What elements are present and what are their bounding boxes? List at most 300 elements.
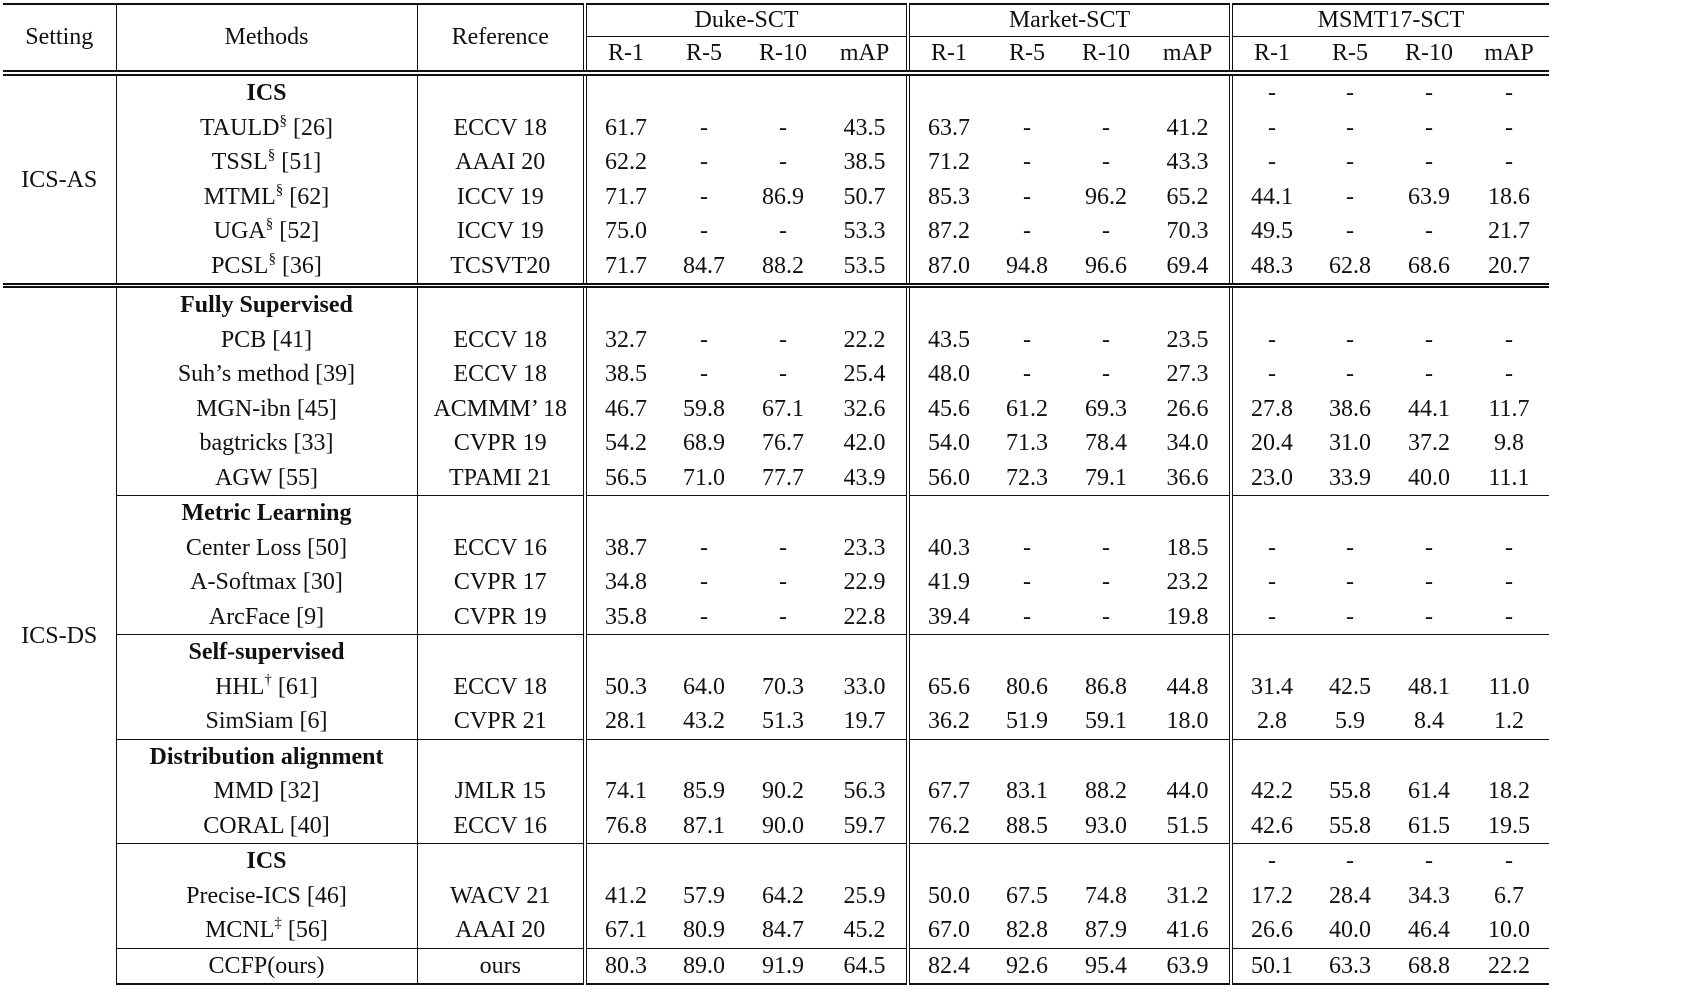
- header-metric-market-r-10: R-10: [1066, 37, 1146, 74]
- value-cell: -: [1023, 326, 1031, 353]
- value-cell: 43.5: [823, 111, 908, 146]
- group-title-cell: [665, 635, 743, 670]
- value-cell: 96.2: [1085, 183, 1127, 210]
- value-cell: 68.9: [683, 430, 725, 457]
- value-cell: 44.1: [1408, 395, 1450, 422]
- value-cell: 19.8: [1146, 600, 1231, 635]
- method-mark: §: [279, 112, 287, 129]
- value-cell: 77.7: [762, 464, 804, 491]
- value-cell: 75.0: [605, 218, 647, 245]
- group-title-cell: [1389, 635, 1469, 670]
- reference-cell: ECCV 18: [417, 111, 585, 146]
- header-metric-msmt-map: mAP: [1469, 37, 1549, 74]
- group-title-cell: -: [1425, 80, 1433, 107]
- value-cell: -: [1505, 114, 1513, 141]
- group-title-cell: [823, 496, 908, 531]
- value-cell: -: [700, 218, 708, 245]
- value-cell: 82.8: [1006, 917, 1048, 944]
- value-cell: 79.1: [1085, 464, 1127, 491]
- value-cell: 80.9: [683, 917, 725, 944]
- value-cell: 42.6: [1251, 812, 1293, 839]
- group-title-ref-empty: [417, 496, 585, 531]
- value-cell: -: [1346, 361, 1354, 388]
- value-cell: -: [1023, 114, 1031, 141]
- value-cell: 22.2: [823, 323, 908, 358]
- group-title: Self-supervised: [116, 635, 417, 670]
- value-cell: -: [779, 114, 787, 141]
- reference-cell: ECCV 16: [417, 531, 585, 566]
- table-row: [3, 249, 1549, 286]
- group-title-ref-empty: [417, 73, 585, 111]
- value-cell: 90.0: [762, 812, 804, 839]
- value-cell: 40.3: [928, 534, 970, 561]
- value-cell: 65.6: [928, 673, 970, 700]
- value-cell: 84.7: [683, 252, 725, 279]
- table-row: [3, 111, 1549, 146]
- method-mark: †: [264, 671, 272, 688]
- value-cell: 78.4: [1085, 430, 1127, 457]
- value-cell: -: [1023, 361, 1031, 388]
- value-cell: -: [700, 603, 708, 630]
- value-cell: -: [1505, 534, 1513, 561]
- value-cell: 57.9: [683, 882, 725, 909]
- value-cell: 5.9: [1335, 708, 1365, 735]
- value-cell: 92.6: [988, 948, 1066, 984]
- group-title-cell: -: [1311, 844, 1389, 879]
- value-cell: 59.7: [823, 809, 908, 844]
- value-cell: 38.6: [1329, 395, 1371, 422]
- value-cell: 87.0: [928, 252, 970, 279]
- value-cell: 31.2: [1146, 879, 1231, 914]
- group-title-cell: [743, 635, 823, 670]
- group-title-cell: [1469, 739, 1549, 774]
- value-cell: 55.8: [1329, 812, 1371, 839]
- method-name: MMD: [213, 778, 274, 805]
- value-cell: 2.8: [1257, 708, 1287, 735]
- method-name: bagtricks: [199, 430, 288, 457]
- group-title-cell: [1231, 496, 1311, 531]
- method-name: SimSiam: [205, 708, 294, 735]
- table-row: [3, 214, 1549, 249]
- group-title-cell: [1146, 739, 1231, 774]
- value-cell: -: [1268, 361, 1276, 388]
- group-title-cell: [1311, 635, 1389, 670]
- value-cell: 23.5: [1146, 323, 1231, 358]
- table-row: [3, 948, 1549, 984]
- header-metric-duke-r-1: R-1: [585, 37, 665, 74]
- table-row: [3, 531, 1549, 566]
- value-cell: 69.4: [1146, 249, 1231, 286]
- value-cell: 51.3: [762, 708, 804, 735]
- value-cell: 76.2: [928, 812, 970, 839]
- value-cell: 86.8: [1085, 673, 1127, 700]
- table-row: [3, 461, 1549, 496]
- value-cell: -: [700, 569, 708, 596]
- value-cell: 6.7: [1494, 882, 1524, 909]
- value-cell: 41.2: [605, 882, 647, 909]
- value-cell: 71.7: [605, 252, 647, 279]
- table-row: [3, 180, 1549, 215]
- method-cell: [116, 323, 417, 358]
- value-cell: 91.9: [743, 948, 823, 984]
- value-cell: -: [779, 326, 787, 353]
- value-cell: 28.4: [1329, 882, 1371, 909]
- group-title-cell: [1389, 496, 1469, 531]
- header-metric-duke-r-5: R-5: [665, 37, 743, 74]
- reference-cell: ours: [417, 948, 585, 984]
- value-cell: -: [1268, 149, 1276, 176]
- method-cell: [116, 600, 417, 635]
- table-header: [3, 4, 1549, 73]
- value-cell: 19.5: [1488, 812, 1530, 839]
- value-cell: 74.8: [1085, 882, 1127, 909]
- method-cell: [116, 774, 417, 809]
- value-cell: 74.1: [605, 778, 647, 805]
- value-cell: 26.6: [1251, 917, 1293, 944]
- value-cell: 63.7: [928, 114, 970, 141]
- value-cell: 49.5: [1251, 218, 1293, 245]
- value-cell: 44.0: [1146, 774, 1231, 809]
- value-cell: 11.0: [1488, 673, 1530, 700]
- method-cell: [116, 180, 417, 215]
- group-title-cell: [1066, 496, 1146, 531]
- value-cell: 85.9: [683, 778, 725, 805]
- value-cell: 43.2: [683, 708, 725, 735]
- method-name: AGW: [215, 464, 272, 491]
- group-title-cell: [665, 739, 743, 774]
- method-name: MGN-ibn: [196, 395, 291, 422]
- value-cell: 28.1: [605, 708, 647, 735]
- value-cell: 70.3: [762, 673, 804, 700]
- group-title-cell: -: [1268, 80, 1276, 107]
- value-cell: -: [1102, 326, 1110, 353]
- value-cell: 43.3: [1146, 145, 1231, 180]
- value-cell: -: [1346, 534, 1354, 561]
- group-title-cell: [665, 286, 743, 323]
- reference-cell: ACMMM’ 18: [417, 392, 585, 427]
- value-cell: 18.0: [1146, 704, 1231, 739]
- value-cell: 61.7: [605, 114, 647, 141]
- group-title-cell: [988, 739, 1066, 774]
- table-body: [3, 73, 1549, 984]
- value-cell: 68.8: [1389, 948, 1469, 984]
- value-cell: 63.3: [1311, 948, 1389, 984]
- group-title-cell: [743, 286, 823, 323]
- method-citation: [61]: [277, 673, 318, 700]
- reference-cell: ECCV 16: [417, 809, 585, 844]
- value-cell: -: [1425, 218, 1433, 245]
- method-mark: §: [268, 250, 276, 267]
- method-name: UGA: [213, 218, 266, 245]
- value-cell: 26.6: [1146, 392, 1231, 427]
- group-title-row: [3, 73, 1549, 111]
- value-cell: 17.2: [1251, 882, 1293, 909]
- value-cell: -: [1505, 326, 1513, 353]
- value-cell: 69.3: [1085, 395, 1127, 422]
- method-cell: [116, 214, 417, 249]
- value-cell: 10.0: [1488, 917, 1530, 944]
- value-cell: -: [779, 218, 787, 245]
- value-cell: 88.5: [1006, 812, 1048, 839]
- value-cell: 8.4: [1414, 708, 1444, 735]
- value-cell: -: [1102, 534, 1110, 561]
- value-cell: 42.0: [823, 426, 908, 461]
- group-title-cell: [743, 496, 823, 531]
- table-row: [3, 704, 1549, 739]
- method-citation: [50]: [307, 534, 348, 561]
- setting-label: ICS-AS: [3, 73, 116, 286]
- reference-cell: CVPR 19: [417, 600, 585, 635]
- method-mark: §: [267, 147, 276, 164]
- group-title: Distribution alignment: [116, 739, 417, 774]
- method-citation: [52]: [279, 218, 320, 245]
- value-cell: -: [1023, 603, 1031, 630]
- value-cell: 48.1: [1408, 673, 1450, 700]
- group-title-cell: [1066, 739, 1146, 774]
- method-citation: [32]: [279, 778, 320, 805]
- value-cell: 71.7: [605, 183, 647, 210]
- group-title-cell: [823, 844, 908, 879]
- group-title-cell: [1469, 496, 1549, 531]
- value-cell: -: [1425, 361, 1433, 388]
- value-cell: -: [779, 149, 787, 176]
- value-cell: -: [1023, 183, 1031, 210]
- value-cell: -: [1346, 326, 1354, 353]
- value-cell: 63.9: [1146, 948, 1231, 984]
- value-cell: 41.2: [1146, 111, 1231, 146]
- group-title-cell: [1469, 286, 1549, 323]
- value-cell: 44.8: [1146, 670, 1231, 705]
- value-cell: -: [1505, 149, 1513, 176]
- table-row: [3, 323, 1549, 358]
- value-cell: 48.3: [1251, 252, 1293, 279]
- value-cell: 38.7: [605, 534, 647, 561]
- value-cell: -: [1102, 114, 1110, 141]
- method-cell: [116, 913, 417, 948]
- value-cell: 76.7: [762, 430, 804, 457]
- value-cell: 70.3: [1146, 214, 1231, 249]
- value-cell: -: [1425, 534, 1433, 561]
- value-cell: 44.1: [1251, 183, 1293, 210]
- value-cell: -: [1268, 326, 1276, 353]
- group-title-cell: -: [1389, 844, 1469, 879]
- method-mark: §: [265, 216, 274, 233]
- method-citation: [30]: [302, 569, 343, 596]
- method-mark: ‡: [274, 915, 282, 932]
- group-title-cell: [988, 844, 1066, 879]
- value-cell: 20.7: [1488, 252, 1530, 279]
- group-title-cell: [743, 844, 823, 879]
- group-title: ICS: [116, 73, 417, 111]
- value-cell: -: [700, 534, 708, 561]
- group-title-cell: [1146, 73, 1231, 111]
- value-cell: -: [1425, 603, 1433, 630]
- group-title-cell: [908, 286, 988, 323]
- value-cell: -: [1346, 149, 1354, 176]
- group-title-cell: -: [1469, 844, 1549, 879]
- group-title-cell: -: [1346, 80, 1354, 107]
- value-cell: 88.2: [762, 252, 804, 279]
- reference-cell: WACV 21: [417, 879, 585, 914]
- value-cell: -: [1425, 326, 1433, 353]
- value-cell: 40.0: [1329, 917, 1371, 944]
- value-cell: 25.9: [823, 879, 908, 914]
- method-cell: [116, 249, 417, 286]
- value-cell: 40.0: [1408, 464, 1450, 491]
- header-methods: Methods: [116, 4, 417, 73]
- group-title-cell: [823, 635, 908, 670]
- method-cell: [116, 948, 417, 984]
- reference-cell: ECCV 18: [417, 323, 585, 358]
- method-citation: [9]: [296, 603, 325, 630]
- group-title-cell: [908, 496, 988, 531]
- group-title-cell: [988, 635, 1066, 670]
- header-group-msmt: MSMT17-SCT: [1231, 4, 1549, 37]
- value-cell: 67.5: [1006, 882, 1048, 909]
- value-cell: 31.0: [1329, 430, 1371, 457]
- value-cell: 41.9: [928, 569, 970, 596]
- value-cell: -: [1346, 114, 1354, 141]
- value-cell: 37.2: [1408, 430, 1450, 457]
- value-cell: 50.1: [1231, 948, 1311, 984]
- value-cell: 83.1: [1006, 778, 1048, 805]
- value-cell: 43.9: [823, 461, 908, 496]
- table-row: [3, 357, 1549, 392]
- value-cell: 34.0: [1146, 426, 1231, 461]
- value-cell: 18.2: [1488, 778, 1530, 805]
- value-cell: -: [779, 534, 787, 561]
- method-citation: [39]: [315, 361, 356, 388]
- table-row: [3, 809, 1549, 844]
- method-citation: [36]: [281, 252, 322, 279]
- value-cell: 46.4: [1408, 917, 1450, 944]
- value-cell: 71.3: [1006, 430, 1048, 457]
- value-cell: 21.7: [1488, 218, 1530, 245]
- value-cell: 65.2: [1146, 180, 1231, 215]
- value-cell: -: [1102, 569, 1110, 596]
- value-cell: 22.8: [823, 600, 908, 635]
- value-cell: 38.5: [823, 145, 908, 180]
- group-title-ref-empty: [417, 739, 585, 774]
- value-cell: 23.2: [1146, 565, 1231, 600]
- group-title: Metric Learning: [116, 496, 417, 531]
- value-cell: -: [1023, 149, 1031, 176]
- value-cell: -: [700, 114, 708, 141]
- value-cell: 90.2: [762, 778, 804, 805]
- group-title-cell: [665, 496, 743, 531]
- value-cell: 59.8: [683, 395, 725, 422]
- group-title-ref-empty: [417, 844, 585, 879]
- reference-cell: CVPR 17: [417, 565, 585, 600]
- method-name: Suh’s method: [177, 361, 310, 388]
- value-cell: 55.8: [1329, 778, 1371, 805]
- table-row: [3, 879, 1549, 914]
- header-metric-duke-r-10: R-10: [743, 37, 823, 74]
- value-cell: 61.4: [1408, 778, 1450, 805]
- method-citation: [51]: [281, 149, 322, 176]
- group-title-cell: [908, 73, 988, 111]
- method-cell: [116, 461, 417, 496]
- method-citation: [56]: [287, 917, 328, 944]
- value-cell: 22.9: [823, 565, 908, 600]
- value-cell: 31.4: [1251, 673, 1293, 700]
- value-cell: -: [1023, 218, 1031, 245]
- value-cell: 67.7: [928, 778, 970, 805]
- method-cell: [116, 357, 417, 392]
- group-title-row: [3, 496, 1549, 531]
- value-cell: 23.3: [823, 531, 908, 566]
- value-cell: 42.2: [1251, 778, 1293, 805]
- group-title-cell: [1066, 635, 1146, 670]
- group-title-cell: [1146, 844, 1231, 879]
- method-name: MCNL: [205, 917, 275, 944]
- method-cell: [116, 704, 417, 739]
- value-cell: 27.8: [1251, 395, 1293, 422]
- group-title-cell: [665, 73, 743, 111]
- value-cell: -: [700, 361, 708, 388]
- method-citation: [46]: [306, 882, 347, 909]
- value-cell: 64.0: [683, 673, 725, 700]
- results-table: [3, 3, 1549, 985]
- group-title-cell: [1146, 635, 1231, 670]
- reference-cell: CVPR 19: [417, 426, 585, 461]
- header-metric-msmt-r-10: R-10: [1389, 37, 1469, 74]
- value-cell: 84.7: [762, 917, 804, 944]
- header-metric-market-map: mAP: [1146, 37, 1231, 74]
- value-cell: -: [1023, 534, 1031, 561]
- value-cell: 11.7: [1488, 395, 1530, 422]
- group-title-ref-empty: [417, 635, 585, 670]
- value-cell: 9.8: [1494, 430, 1524, 457]
- value-cell: -: [1346, 183, 1354, 210]
- method-name: CCFP(ours): [208, 952, 325, 979]
- value-cell: 59.1: [1085, 708, 1127, 735]
- value-cell: 61.2: [1006, 395, 1048, 422]
- value-cell: 42.5: [1329, 673, 1371, 700]
- method-cell: [116, 426, 417, 461]
- group-title-cell: [1231, 286, 1311, 323]
- value-cell: 50.3: [605, 673, 647, 700]
- method-name: TSSL: [211, 149, 268, 176]
- value-cell: 68.6: [1408, 252, 1450, 279]
- reference-cell: TPAMI 21: [417, 461, 585, 496]
- value-cell: 11.1: [1488, 464, 1530, 491]
- group-title-cell: [988, 496, 1066, 531]
- value-cell: 63.9: [1408, 183, 1450, 210]
- method-citation: [55]: [277, 464, 318, 491]
- value-cell: 94.8: [1006, 252, 1048, 279]
- group-title-cell: [988, 286, 1066, 323]
- value-cell: 82.4: [908, 948, 988, 984]
- group-title-cell: [743, 73, 823, 111]
- value-cell: 96.6: [1085, 252, 1127, 279]
- group-title-cell: [585, 739, 665, 774]
- value-cell: 32.6: [823, 392, 908, 427]
- value-cell: 88.2: [1085, 778, 1127, 805]
- value-cell: 18.5: [1146, 531, 1231, 566]
- reference-cell: ICCV 19: [417, 214, 585, 249]
- method-name: PCSL: [211, 252, 269, 279]
- value-cell: 46.7: [605, 395, 647, 422]
- group-title-cell: [908, 635, 988, 670]
- group-title-row: [3, 635, 1549, 670]
- value-cell: -: [1102, 149, 1110, 176]
- method-citation: [45]: [296, 395, 337, 422]
- group-title-cell: [1389, 739, 1469, 774]
- method-mark: §: [275, 181, 284, 198]
- table-row: [3, 913, 1549, 948]
- value-cell: 27.3: [1146, 357, 1231, 392]
